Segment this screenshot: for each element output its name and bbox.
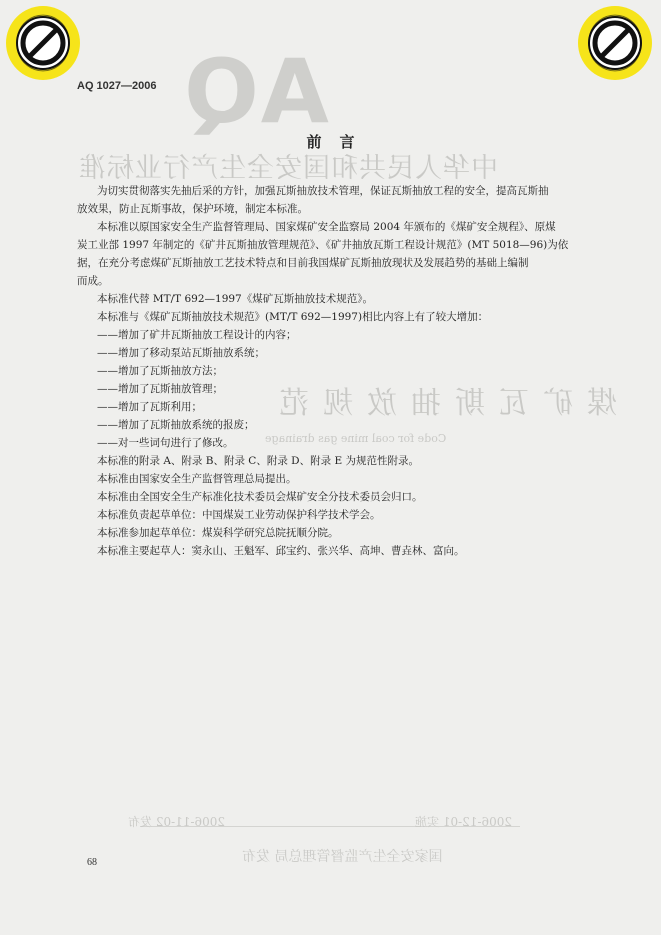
paragraph-line: 本标准的附录 A、附录 B、附录 C、附录 D、附录 E 为规范性附录。 (97, 455, 419, 467)
paragraph-line: 本标准与《煤矿瓦斯抽放技术规范》(MT/T 692—1997)相比内容上有了较大增加： (97, 311, 489, 323)
list-item: ——增加了瓦斯利用； (97, 401, 202, 413)
list-item: ——增加了瓦斯抽放系统的报废； (97, 419, 255, 431)
pdf-xchange-badge-right[interactable] (576, 4, 654, 82)
list-item: ——增加了瓦斯抽放方法； (97, 365, 223, 377)
pdf-xchange-badge-icon (576, 4, 654, 82)
pdf-xchange-badge-left[interactable] (4, 4, 82, 82)
bleed-through-industry-line: 中华人民共和国安全生产行业标准 (78, 153, 498, 184)
paragraph-line: 本标准参加起草单位：煤炭科学研究总院抚顺分院。 (97, 527, 339, 539)
paragraph-line: 本标准由全国安全生产标准化技术委员会煤矿安全分技术委员会归口。 (97, 491, 423, 503)
paragraph-line: 本标准代替 MT/T 692—1997《煤矿瓦斯抽放技术规范》。 (97, 293, 373, 305)
paragraph-line: 而成。 (77, 275, 109, 287)
foreword-body (77, 182, 577, 560)
paragraph-line: 本标准以原国家安全生产监督管理局、国家煤矿安全监察局 2004 年颁布的《煤矿安全规程》、原煤 (97, 221, 556, 233)
bleed-through-publish-date: 2006-11-02 发布 (128, 815, 226, 829)
paragraph-line: 炭工业部 1997 年制定的《矿井瓦斯抽放管理规范》、《矿井抽放瓦斯工程设计规范》(MT 5018—96)为依 (77, 239, 569, 251)
bleed-through-aq-mark: AQ (182, 40, 329, 143)
paragraph-line: 为切实贯彻落实先抽后采的方针，加强瓦斯抽放技术管理，保证瓦斯抽放工程的安全，提高瓦斯抽 (97, 185, 549, 197)
standard-number: AQ 1027—2006 (77, 80, 157, 92)
list-item: ——增加了移动泵站瓦斯抽放系统； (97, 347, 265, 359)
list-item: ——增加了矿井瓦斯抽放工程设计的内容； (97, 329, 297, 341)
paragraph-line: 据，在充分考虑煤矿瓦斯抽放工艺技术特点和目前我国煤矿瓦斯抽放现状及发展趋势的基础上编制 (77, 257, 529, 269)
pdf-xchange-badge-icon (4, 4, 82, 82)
bleed-through-issuer: 国家安全生产监督管理总局 发布 (242, 849, 443, 865)
page-title: 前言 (306, 133, 373, 151)
bleed-through-title: 煤矿瓦斯抽放规范 (265, 386, 617, 421)
list-item: ——对一些词句进行了修改。 (97, 437, 234, 449)
paragraph-line: 本标准主要起草人：窦永山、王魁军、邱宝约、张兴华、高坤、曹垚林、富向。 (97, 545, 465, 557)
paragraph-line: 本标准负责起草单位：中国煤炭工业劳动保护科学技术学会。 (97, 509, 381, 521)
paragraph-line: 本标准由国家安全生产监督管理总局提出。 (97, 473, 297, 485)
paragraph-line: 放效果，防止瓦斯事故，保护环境，制定本标准。 (77, 203, 308, 215)
page-number: 68 (87, 857, 97, 868)
list-item: ——增加了瓦斯抽放管理； (97, 383, 223, 395)
bleed-through-implement-date: 2006-12-01 实施 (415, 815, 513, 829)
bleed-through-english-title: Code for coal mine gas drainage (265, 432, 447, 445)
